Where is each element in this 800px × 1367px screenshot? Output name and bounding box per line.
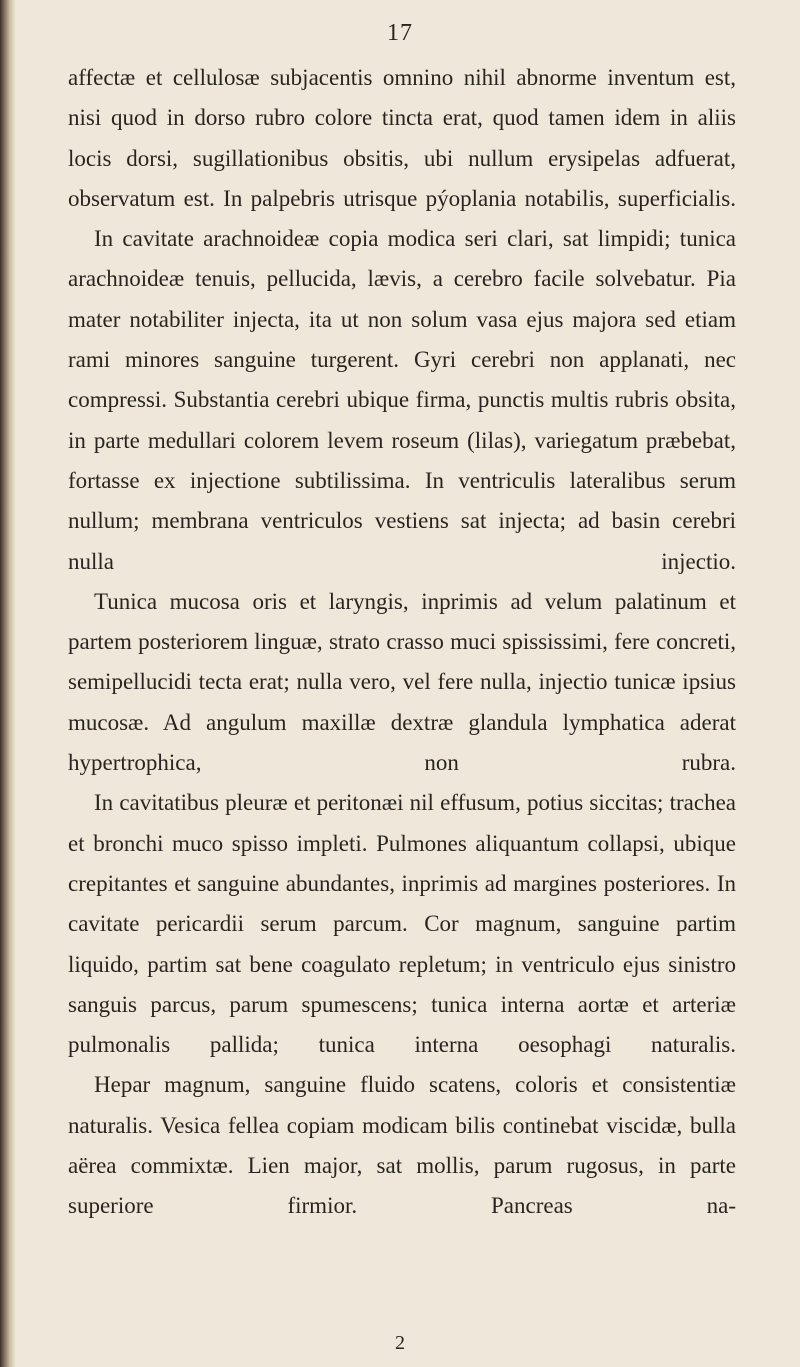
page-number: 17 bbox=[387, 20, 413, 46]
paragraph-3: Tunica mucosa oris et laryngis, inprimis ad velum palatinum et partem posteriorem linguæ, strato crasso muci spississimi, fere concreti, semipellucidi tecta erat; nulla vero, vel fere nulla, injectio tunicæ ipsius mucosæ. Ad angulum maxillæ dextræ glandula lymphatica aderat hypertrophica, non rubra. bbox=[68, 588, 736, 776]
paragraph-1: affectæ et cellulosæ subjacentis omnino nihil abnorme inventum est, nisi quod in dorso rubro colore tincta erat, quod tamen idem in aliis locis dorsi, sugillationibus obsitis, ubi nullum erysipelas adfuerat, observatum est. In palpebris utrisque pýoplania notabilis, superficialis. bbox=[68, 65, 736, 211]
paragraph-4: In cavitatibus pleuræ et peritonæi nil effusum, potius siccitas; trachea et bronchi muco spisso impleti. Pulmones aliquantum collapsi, ubique crepitantes et sanguine abundantes, inprimis ad margines posteriores. In cavitate pericardii serum parcum. Cor magnum, sanguine partim liquido, partim sat bene coagulato repletum; in ventriculo ejus sinistro sanguis parcus, parum spumescens; tunica interna aortæ et arteriæ pulmonalis pallida; tunica interna oesophagi naturalis. bbox=[68, 790, 736, 1058]
signature-mark: 2 bbox=[395, 1332, 405, 1354]
body-text bbox=[68, 58, 736, 1227]
paragraph-5: Hepar magnum, sanguine fluido scatens, coloris et consistentiæ naturalis. Vesica fellea copiam modicam bilis continebat viscidæ, bulla aërea commixtæ. Lien major, sat mollis, parum rugosus, in parte superiore firmior. Pancreas na- bbox=[68, 1072, 736, 1219]
book-spine-shadow bbox=[0, 0, 16, 1367]
paragraph-2: In cavitate arachnoideæ copia modica seri clari, sat limpidi; tunica arachnoideæ tenuis, pellucida, lævis, a cerebro facile solvebatur. Pia mater notabiliter injecta, ita ut non solum vasa ejus majora sed etiam rami minores sanguine turgerent. Gyri cerebri non applanati, nec compressi. Substantia cerebri ubique firma, punctis multis rubris obsita, in parte medullari colorem levem roseum (lilas), variegatum præbebat, fortasse ex injectione subtilissima. In ventriculis lateralibus serum nullum; membrana ventriculos vestiens sat injecta; ad basin cerebri nulla injectio. bbox=[68, 226, 736, 574]
